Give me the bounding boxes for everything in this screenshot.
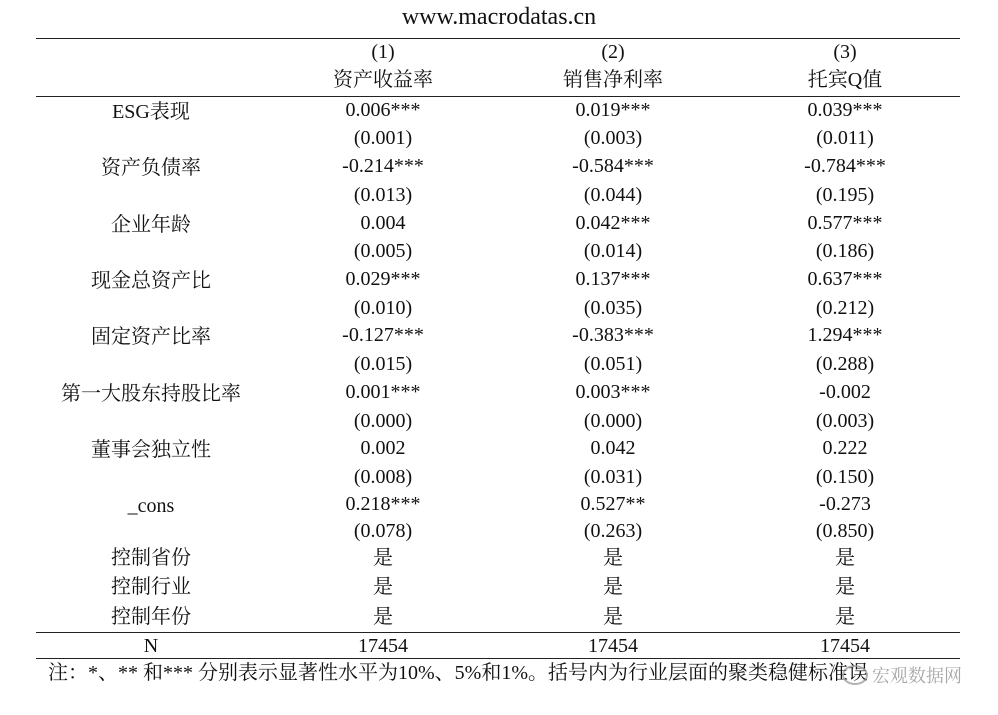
control-value: 是 bbox=[835, 547, 855, 569]
std-error-cell: (0.011) bbox=[816, 127, 874, 149]
page-title: www.macrodatas.cn bbox=[401, 4, 597, 30]
column-header-2: 销售净利率 bbox=[563, 69, 663, 91]
control-label: 控制省份 bbox=[111, 547, 191, 569]
coefficient-cell: -0.214*** bbox=[342, 155, 424, 177]
control-value: 是 bbox=[373, 547, 393, 569]
std-error-cell: (0.008) bbox=[353, 466, 413, 488]
std-error-cell: (0.015) bbox=[353, 353, 413, 375]
control-value: 是 bbox=[603, 576, 623, 598]
control-value: 是 bbox=[373, 606, 393, 628]
row-label: 董事会独立性 bbox=[91, 439, 211, 461]
coefficient-cell: 1.294*** bbox=[807, 324, 883, 346]
std-error-cell: (0.078) bbox=[353, 520, 413, 542]
control-value: 是 bbox=[835, 576, 855, 598]
coefficient-cell: 0.042 bbox=[590, 437, 636, 459]
coefficient-cell: 0.003*** bbox=[575, 381, 651, 403]
std-error-cell: (0.195) bbox=[815, 184, 875, 206]
header-rule bbox=[36, 96, 960, 97]
std-error-cell: (0.186) bbox=[815, 240, 875, 262]
row-label: 固定资产比率 bbox=[91, 326, 211, 348]
n-value-3: 17454 bbox=[820, 635, 870, 657]
std-error-cell: (0.003) bbox=[815, 410, 875, 432]
column-number-1: (1) bbox=[371, 41, 395, 63]
row-label: 第一大股东持股比率 bbox=[61, 383, 241, 405]
coefficient-cell: 0.039*** bbox=[807, 99, 883, 121]
std-error-cell: (0.035) bbox=[583, 297, 643, 319]
control-value: 是 bbox=[603, 547, 623, 569]
control-label: 控制行业 bbox=[111, 576, 191, 598]
coefficient-cell: 0.637*** bbox=[807, 268, 883, 290]
coefficient-cell: 0.006*** bbox=[345, 99, 421, 121]
table-bottom-rule bbox=[36, 658, 960, 659]
row-label: 企业年龄 bbox=[111, 214, 191, 236]
row-label: ESG表现 bbox=[112, 101, 190, 123]
row-label: _cons bbox=[127, 495, 175, 517]
coefficient-cell: 0.577*** bbox=[807, 212, 883, 234]
coefficient-cell: -0.784*** bbox=[804, 155, 886, 177]
std-error-cell: (0.000) bbox=[353, 410, 413, 432]
column-number-2: (2) bbox=[601, 41, 625, 63]
std-error-cell: (0.000) bbox=[583, 410, 643, 432]
coefficient-cell: -0.273 bbox=[819, 493, 871, 515]
column-number-3: (3) bbox=[833, 41, 857, 63]
n-value-2: 17454 bbox=[588, 635, 638, 657]
coefficient-cell: 0.001*** bbox=[345, 381, 421, 403]
control-value: 是 bbox=[603, 606, 623, 628]
n-value-1: 17454 bbox=[358, 635, 408, 657]
watermark bbox=[842, 662, 962, 688]
coefficient-cell: 0.002 bbox=[360, 437, 406, 459]
row-label: 资产负债率 bbox=[101, 157, 201, 179]
std-error-cell: (0.031) bbox=[583, 466, 643, 488]
std-error-cell: (0.010) bbox=[353, 297, 413, 319]
std-error-cell: (0.005) bbox=[353, 240, 413, 262]
std-error-cell: (0.288) bbox=[815, 353, 875, 375]
control-value: 是 bbox=[373, 576, 393, 598]
coefficient-cell: 0.029*** bbox=[345, 268, 421, 290]
std-error-cell: (0.051) bbox=[583, 353, 643, 375]
control-value: 是 bbox=[835, 606, 855, 628]
row-label: 现金总资产比 bbox=[91, 270, 211, 292]
std-error-cell: (0.850) bbox=[815, 520, 875, 542]
coefficient-cell: 0.004 bbox=[360, 212, 406, 234]
std-error-cell: (0.263) bbox=[583, 520, 643, 542]
column-header-3: 托宾Q值 bbox=[807, 69, 883, 91]
control-label: 控制年份 bbox=[111, 606, 191, 628]
std-error-cell: (0.013) bbox=[353, 184, 413, 206]
coefficient-cell: 0.222 bbox=[822, 437, 868, 459]
wechat-icon bbox=[842, 665, 868, 685]
coefficient-cell: -0.584*** bbox=[572, 155, 654, 177]
std-error-cell: (0.014) bbox=[583, 240, 643, 262]
table-note: 注：*、** 和*** 分别表示显著性水平为10%、5%和1%。括号内为行业层面的聚类稳健标准误 bbox=[48, 662, 868, 684]
coefficient-cell: -0.127*** bbox=[342, 324, 424, 346]
coefficient-cell: 0.137*** bbox=[575, 268, 651, 290]
table-top-rule bbox=[36, 38, 960, 39]
n-top-rule bbox=[36, 632, 960, 633]
coefficient-cell: -0.002 bbox=[819, 381, 871, 403]
coefficient-cell: 0.527** bbox=[580, 493, 646, 515]
std-error-cell: (0.001) bbox=[353, 127, 413, 149]
watermark-text: 宏观数据网 bbox=[872, 666, 962, 687]
std-error-cell: (0.044) bbox=[583, 184, 643, 206]
coefficient-cell: 0.218*** bbox=[345, 493, 421, 515]
coefficient-cell: 0.019*** bbox=[575, 99, 651, 121]
column-header-1: 资产收益率 bbox=[333, 69, 433, 91]
coefficient-cell: -0.383*** bbox=[572, 324, 654, 346]
n-label: N bbox=[143, 635, 159, 657]
std-error-cell: (0.003) bbox=[583, 127, 643, 149]
coefficient-cell: 0.042*** bbox=[575, 212, 651, 234]
std-error-cell: (0.150) bbox=[815, 466, 875, 488]
std-error-cell: (0.212) bbox=[815, 297, 875, 319]
